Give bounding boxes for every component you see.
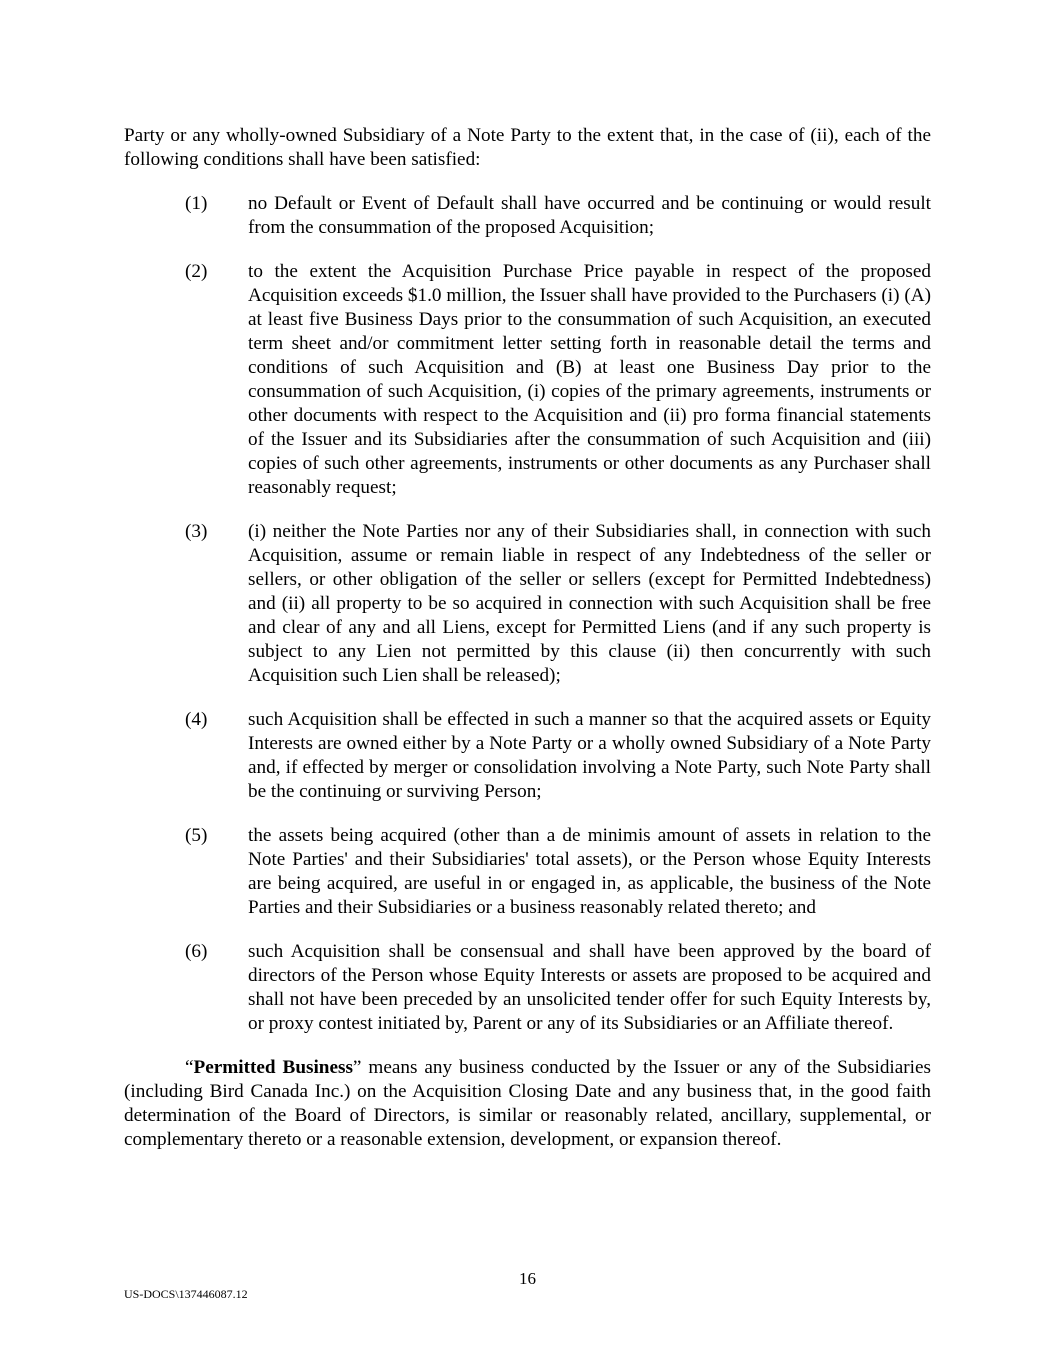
condition-item-2: [124, 260, 931, 500]
condition-item-1: [124, 192, 931, 240]
defined-term: Permitted Business: [193, 1057, 353, 1078]
open-quote: “: [185, 1057, 194, 1078]
intro-paragraph: Party or any wholly-owned Subsidiary of a Note Party to the extent that, in the case of (ii), each of the following conditions shall have been satisfied:: [124, 125, 931, 170]
permitted-business-definition: [124, 1056, 931, 1152]
condition-item-4: [124, 708, 931, 804]
condition-number: (2): [185, 261, 208, 282]
condition-text: to the extent the Acquisition Purchase Price payable in respect of the proposed Acquisition exceeds $1.0 million, the Issuer shall have provided to the Purchasers (i) (A) at least five Business Days prior to the consummation of such Acquisition, an executed term sheet and/or commitment letter setting forth in reasonable detail the terms and conditions of such Acquisition and (B) at least one Business Day prior to the consummation of such Acquisition, (i) copies of the primary agreements, instruments or other documents with respect to the Acquisition and (ii) pro forma financial statements of the Issuer and its Subsidiaries after the consummation of such Acquisition and (iii) copies of such other agreements, instruments or other documents as any Purchaser shall reasonably request;: [248, 261, 931, 498]
condition-text: (i) neither the Note Parties nor any of their Subsidiaries shall, in connection with such Acquisition, assume or remain liable in respect of any Indebtedness of the seller or sellers, or other obligation of the seller or sellers (except for Permitted Indebtedness) and (ii) all property to be so acquired in connection with such Acquisition shall be free and clear of any and all Liens, except for Permitted Liens (and if any such property is subject to any Lien not permitted by this clause (ii) then concurrently with such Acquisition such Lien shall be released);: [248, 521, 931, 686]
condition-number: (5): [185, 825, 208, 846]
condition-item-6: [124, 940, 931, 1036]
condition-text: the assets being acquired (other than a de minimis amount of assets in relation to the Note Parties' and their Subsidiaries' total assets), or the Person whose Equity Interests are being acquired, are useful in or engaged in, as applicable, the business of the Note Parties and their Subsidiaries or a business reasonably related thereto; and: [248, 825, 931, 918]
document-page: [124, 124, 931, 1171]
condition-number: (3): [185, 521, 208, 542]
condition-text: such Acquisition shall be effected in such a manner so that the acquired assets or Equity Interests are owned either by a Note Party or a wholly owned Subsidiary of a Note Party and, if effected by merger or consolidation involving a Note Party, such Note Party shall be the continuing or surviving Person;: [248, 709, 931, 802]
condition-text: no Default or Event of Default shall have occurred and be continuing or would result from the consummation of the proposed Acquisition;: [248, 193, 931, 238]
condition-number: (6): [185, 941, 208, 962]
condition-number: (1): [185, 193, 208, 214]
condition-number: (4): [185, 709, 208, 730]
page-number: 16: [519, 1269, 536, 1288]
definition-body: means any business conducted by the Issuer or any of the Subsidiaries (including Bird Canada Inc.) on the Acquisition Closing Date and any business that, in the good faith determination of the Board of Directors, is similar or reasonably related, ancillary, supplemental, or complementary thereto or a reasonable extension, development, or expansion thereof.: [124, 1057, 931, 1150]
close-quote: ”: [352, 1057, 362, 1078]
condition-item-5: [124, 824, 931, 920]
condition-text: such Acquisition shall be consensual and shall have been approved by the board of directors of the Person whose Equity Interests or assets are proposed to be acquired and shall not have been preceded by an unsolicited tender offer for such Equity Interests by, or proxy contest initiated by, Parent or any of its Subsidiaries or an Affiliate thereof.: [248, 941, 931, 1034]
condition-item-3: [124, 520, 931, 688]
document-id: US-DOCS\137446087.12: [124, 1287, 248, 1301]
